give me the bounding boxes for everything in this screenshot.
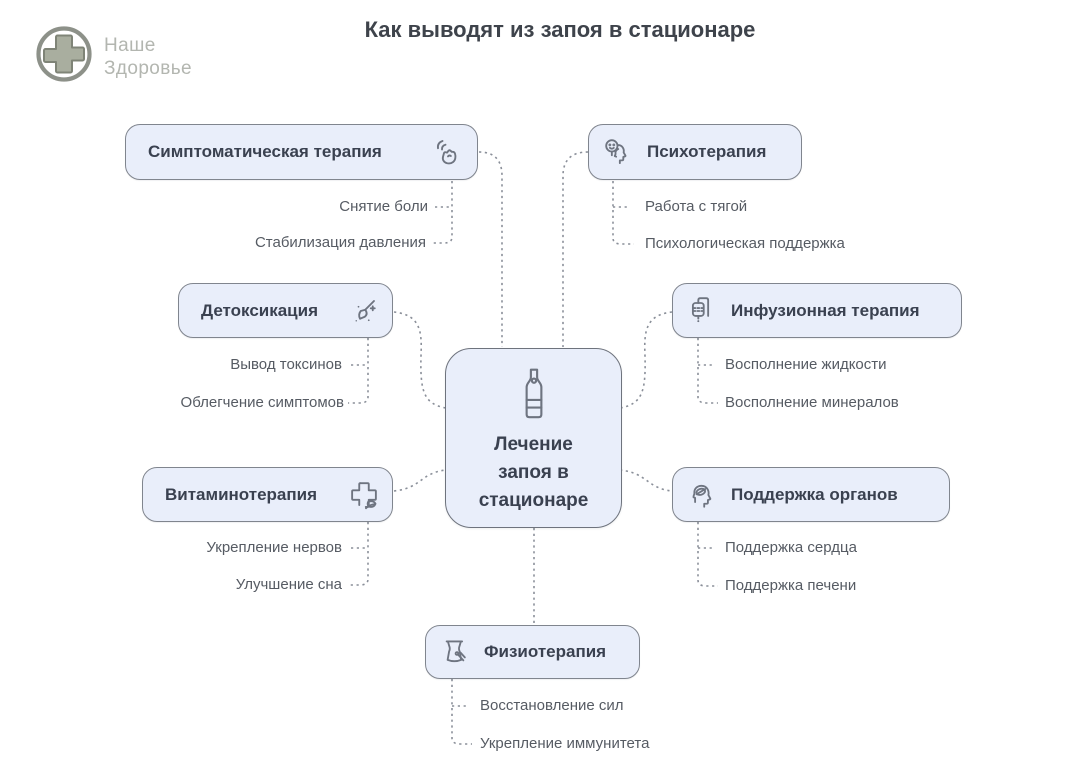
child-label: Поддержка печени [725, 577, 857, 594]
node-label: Инфузионная терапия [731, 300, 920, 320]
connector-center-vitamins [394, 470, 446, 491]
child-label: Работа с тягой [645, 198, 748, 215]
child-label: Восстановление сил [480, 697, 624, 714]
child-label: Поддержка сердца [725, 539, 857, 556]
node-label: Физиотерапия [484, 642, 607, 661]
brand-name [104, 34, 192, 80]
connector-psychotherapy-children [613, 181, 634, 244]
brand-logo [34, 24, 192, 89]
child-label: Восполнение минералов [725, 394, 899, 411]
child-label: Укрепление иммунитета [480, 735, 650, 752]
head-organ-icon [686, 479, 718, 511]
node-vitamin-therapy[interactable] [142, 467, 393, 522]
connector-organ-support-children [698, 522, 718, 586]
child-label: Улучшение сна [235, 576, 342, 593]
node-infusion-therapy[interactable] [672, 283, 962, 338]
psyche-face-icon [602, 136, 634, 168]
child-label: Восполнение жидкости [725, 356, 887, 373]
node-label: Психотерапия [647, 142, 767, 161]
connector-center-detox [394, 312, 446, 408]
node-symptomatic-therapy[interactable] [125, 124, 478, 180]
bottle-icon [517, 367, 551, 421]
child-label: Укрепление нервов [206, 539, 342, 556]
node-psychotherapy[interactable] [588, 124, 802, 180]
node-physiotherapy[interactable] [425, 625, 640, 679]
connector-center-symptomatic [479, 152, 502, 347]
connector-symptomatic-children [431, 181, 452, 243]
child-label: Снятие боли [339, 198, 428, 215]
cross-leaf-icon [349, 480, 379, 510]
node-label: Детоксикация [201, 300, 319, 320]
node-label: Витаминотерапия [165, 484, 318, 504]
node-central-topic[interactable] [445, 348, 622, 528]
connector-center-psychotherapy [563, 152, 588, 347]
node-label: Лечение запоя в стационаре [478, 434, 589, 511]
connector-vitamins-children [348, 522, 368, 585]
iv-drip-icon [686, 295, 718, 327]
node-detox[interactable] [178, 283, 393, 338]
connector-infusion-children [698, 338, 718, 403]
page-title: Как выводят из запоя в стационаре [364, 17, 756, 42]
pain-waves-icon [434, 137, 464, 167]
brand-name-line1: Наше [104, 34, 156, 56]
node-organ-support[interactable] [672, 467, 950, 522]
connector-center-infusion [620, 312, 672, 408]
child-label: Вывод токсинов [230, 356, 342, 373]
child-label: Психологическая поддержка [645, 235, 845, 252]
connector-center-organ-support [620, 470, 672, 491]
child-label: Стабилизация давления [254, 234, 426, 251]
child-label: Облегчение симптомов [180, 394, 344, 411]
physio-body-icon [439, 636, 471, 668]
broom-icon [349, 296, 379, 326]
brand-name-line2: Здоровье [104, 57, 193, 79]
connector-detox-children [348, 338, 368, 403]
node-label: Поддержка органов [731, 484, 898, 504]
node-label: Симптоматическая терапия [148, 142, 382, 161]
medical-cross-circle-icon [34, 24, 94, 89]
connector-physiotherapy-children [452, 679, 472, 744]
